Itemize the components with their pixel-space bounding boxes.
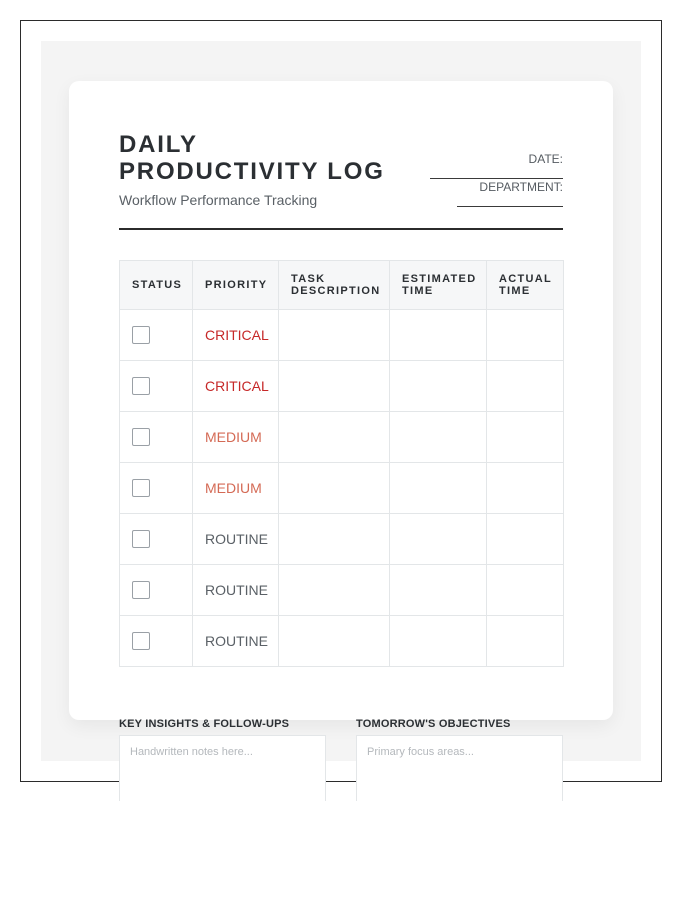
column-header-line: PRIORITY	[205, 279, 268, 291]
actual-time-cell[interactable]	[487, 616, 564, 667]
column-header-label	[390, 273, 486, 297]
priority-label: MEDIUM	[205, 480, 262, 496]
task-description-cell[interactable]	[279, 463, 390, 514]
priority-cell	[193, 463, 279, 514]
column-header	[487, 261, 564, 310]
status-checkbox[interactable]	[132, 632, 150, 650]
estimated-time-cell[interactable]	[390, 514, 487, 565]
task-description-cell[interactable]	[279, 616, 390, 667]
table-row	[120, 565, 564, 616]
task-description-cell[interactable]	[279, 361, 390, 412]
estimated-time-cell[interactable]	[390, 310, 487, 361]
task-table-body	[120, 310, 564, 667]
date-field-line[interactable]	[430, 178, 563, 179]
estimated-time-cell[interactable]	[390, 412, 487, 463]
priority-label: CRITICAL	[205, 378, 269, 394]
status-cell	[120, 463, 193, 514]
estimated-time-cell[interactable]	[390, 463, 487, 514]
priority-cell	[193, 565, 279, 616]
department-label: DEPARTMENT:	[479, 180, 563, 194]
task-description-cell[interactable]	[279, 514, 390, 565]
table-row	[120, 514, 564, 565]
column-header-line: DESCRIPTION	[291, 285, 381, 297]
status-cell	[120, 514, 193, 565]
table-row	[120, 310, 564, 361]
task-description-cell[interactable]	[279, 310, 390, 361]
column-header-line: STATUS	[132, 279, 183, 291]
column-header	[193, 261, 279, 310]
actual-time-cell[interactable]	[487, 412, 564, 463]
column-header-line: ESTIMATED	[402, 273, 477, 285]
task-table	[119, 260, 564, 667]
priority-label: ROUTINE	[205, 633, 268, 649]
priority-cell	[193, 361, 279, 412]
task-table-header	[120, 261, 564, 310]
page-title-line2: PRODUCTIVITY LOG	[119, 158, 385, 185]
estimated-time-cell[interactable]	[390, 565, 487, 616]
header-row	[120, 261, 564, 310]
status-cell	[120, 310, 193, 361]
estimated-time-cell[interactable]	[390, 361, 487, 412]
column-header-line: TIME	[499, 285, 531, 297]
status-checkbox[interactable]	[132, 530, 150, 548]
status-cell	[120, 565, 193, 616]
column-header-line: TASK	[291, 273, 326, 285]
task-description-cell[interactable]	[279, 565, 390, 616]
insights-notes-field[interactable]	[119, 735, 326, 801]
priority-label: ROUTINE	[205, 582, 268, 598]
actual-time-cell[interactable]	[487, 565, 564, 616]
page-title	[119, 131, 385, 185]
priority-label: MEDIUM	[205, 429, 262, 445]
insights-label: KEY INSIGHTS & FOLLOW-UPS	[119, 718, 290, 730]
priority-cell	[193, 412, 279, 463]
actual-time-cell[interactable]	[487, 514, 564, 565]
task-description-cell[interactable]	[279, 412, 390, 463]
objectives-label: TOMORROW'S OBJECTIVES	[356, 718, 511, 730]
actual-time-cell[interactable]	[487, 361, 564, 412]
column-header-label	[487, 273, 563, 297]
table-row	[120, 361, 564, 412]
table-row	[120, 463, 564, 514]
status-checkbox[interactable]	[132, 479, 150, 497]
objectives-notes-field[interactable]	[356, 735, 563, 801]
status-checkbox[interactable]	[132, 326, 150, 344]
estimated-time-cell[interactable]	[390, 616, 487, 667]
status-cell	[120, 616, 193, 667]
status-cell	[120, 361, 193, 412]
column-header-label	[120, 279, 192, 291]
priority-cell	[193, 514, 279, 565]
page-subtitle: Workflow Performance Tracking	[119, 192, 318, 208]
column-header-label	[193, 279, 278, 291]
date-label: DATE:	[528, 152, 563, 166]
table-row	[120, 412, 564, 463]
actual-time-cell[interactable]	[487, 310, 564, 361]
column-header	[279, 261, 390, 310]
priority-label: CRITICAL	[205, 327, 269, 343]
status-cell	[120, 412, 193, 463]
status-checkbox[interactable]	[132, 377, 150, 395]
actual-time-cell[interactable]	[487, 463, 564, 514]
column-header-label	[279, 273, 389, 297]
status-checkbox[interactable]	[132, 581, 150, 599]
priority-cell	[193, 616, 279, 667]
status-checkbox[interactable]	[132, 428, 150, 446]
department-field-line[interactable]	[457, 206, 563, 207]
page-title-line1: DAILY	[119, 131, 198, 158]
column-header	[390, 261, 487, 310]
column-header	[120, 261, 193, 310]
header-divider	[119, 228, 563, 230]
table-row	[120, 616, 564, 667]
column-header-line: TIME	[402, 285, 434, 297]
priority-label: ROUTINE	[205, 531, 268, 547]
column-header-line: ACTUAL	[499, 273, 553, 285]
priority-cell	[193, 310, 279, 361]
